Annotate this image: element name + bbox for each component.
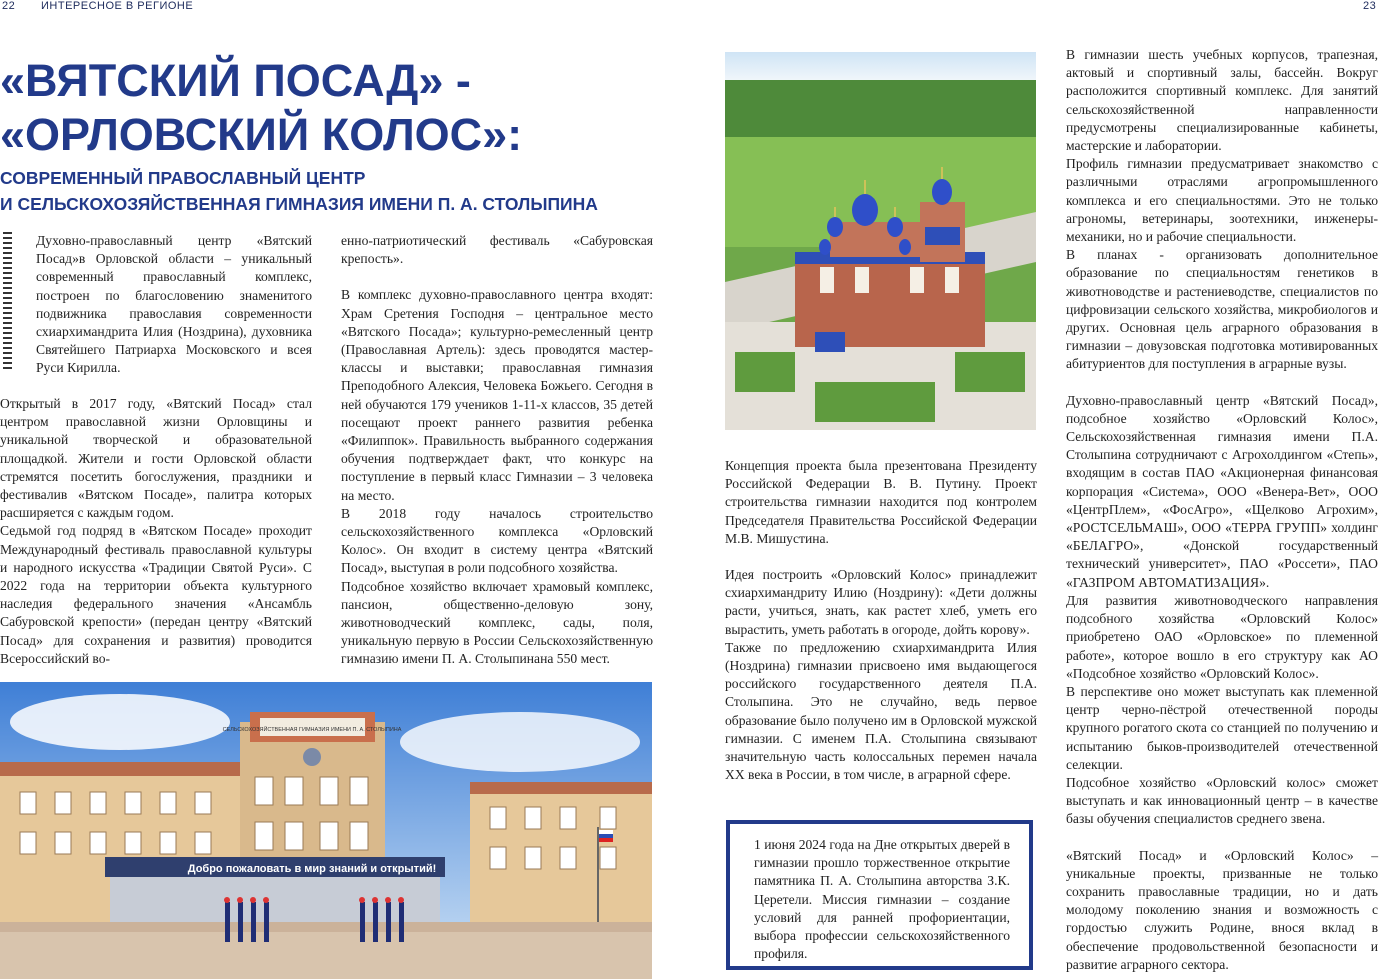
welcome-banner: Добро пожаловать в мир знаний и открытий! xyxy=(187,863,437,875)
col1-paragraph: Открытый в 2017 году, «Вятский Посад» стал центром православной жизни Орловщины и уникальной творческой и образовательной площадкой. Жители и гости Орловской области стремятся посетить богослужения, праздники и фестивалив «Вятском Посаде», палитра которых расширяется с каждым годом. xyxy=(0,396,312,521)
page-subtitle xyxy=(0,165,700,217)
column-1 xyxy=(0,395,312,668)
column-3 xyxy=(725,457,1037,784)
school-photo xyxy=(0,682,652,979)
title-line-2: «ОРЛОВСКИЙ КОЛОС»: xyxy=(0,109,523,160)
col4-paragraph: Подсобное хозяйство «Орловский колос» сможет выступать и как инновационный центр – в качестве базы обучения специалистов среднего звена. xyxy=(1066,774,1378,827)
col4-paragraph: В планах - организовать дополнительное образование по специальностям генетиков в животноводстве и растениеводстве, специалистов по цифровизации сельского хозяйства, микробиологов и других. Основная цель аграрного образования в гимназии – довузовская подготовка мотивированных абитуриентов для поступления в аграрные вузы. xyxy=(1066,247,1378,372)
col4-paragraph: Духовно-православный центр «Вятский Посад», подсобное хозяйство «Орловский Колос», Сельскохозяйственная гимназия имени П.А. Столыпина сотрудничают с Агрохолдингом «Степь», входящим в состав ПАО «Акционерная финансовая корпорация «Система», ООО «Венера-Вет», ООО «ЦентрПлем», «ФосАгро», «Щелково Агрохим», «РОСТСЕЛЬМАШ», ООО «ТЕРРА ГРУПП» холдинг «БЕЛАГРО», «Донской государственный технический университет», ПАО «Россети», ПАО «ГАЗПРОМ АВТОМАТИЗАЦИЯ». xyxy=(1066,392,1378,590)
callout-box xyxy=(726,820,1033,970)
col3-paragraph: Идея построить «Орловский Колос» принадлежит схиархимандриту Илию (Ноздрину): «Дети должны расти, учиться, знать, как растет хлеб, уметь его вырастить, уметь работать в огороде, дойть корову». xyxy=(725,567,1037,637)
decorative-stripes xyxy=(3,232,12,372)
col3-paragraph: Концепция проекта была презентована Президенту Российской Федерации В. В. Путину. Проект строительства гимназии находится под контролем Председателя Правительства Российской Федерации М.В. Мишустина. xyxy=(725,458,1037,546)
col2-paragraph: енно-патриотический фестиваль «Сабуровская крепость». xyxy=(341,233,653,267)
column-2 xyxy=(341,232,653,669)
subtitle-line-1: СОВРЕМЕННЫЙ ПРАВОСЛАВНЫЙ ЦЕНТР xyxy=(0,168,366,188)
page-number-right: 23 xyxy=(1363,0,1377,12)
col4-paragraph: В гимназии шесть учебных корпусов, трапезная, актовый и спортивный залы, бассейн. Вокруг расположится спортивный комплекс. Для занятий сельскохозяйственной направленности предусмотрены специализированные кабинеты, мастерские и лаборатории. xyxy=(1066,47,1378,154)
school-sign-text: СЕЛЬСКОХОЗЯЙСТВЕННАЯ ГИМНАЗИЯ ИМЕНИ П. А. СТОЛЫПИНА xyxy=(222,727,402,733)
section-title: ИНТЕРЕСНОЕ В РЕГИОНЕ xyxy=(41,0,194,12)
column-4 xyxy=(1066,46,1378,974)
col4-paragraph: «Вятский Посад» и «Орловский Колос» – уникальные проекты, призванные не только сохранить православные традиции, но и дать молодому поколению знания и возможность с гордостью служить Родине, внося вклад в обеспечение продовольственной безопасности и развитие аграрного сектора. xyxy=(1066,847,1378,972)
col2-paragraph: Подсобное хозяйство включает храмовый комплекс, пансион, общественно-деловую зону, животноводческий комплекс, сады, поля, уникальную первую в России Сельскохозяйственную гимназию имени П. А. Столыпинана 550 мест. xyxy=(341,578,653,667)
page-title xyxy=(0,54,700,162)
col4-paragraph: В перспективе оно может выступать как племенной центр черно-пёстрой отечественной породы крупного рогатого скота со станцией по получению и испытанию быков-производителей отечественной селекции. xyxy=(1066,683,1378,772)
col2-paragraph: В комплекс духовно-православного центра входят: Храм Сретения Господня – центральное место «Вятского Посада»; культурно-ремесленный центр (Православная Артель): здесь проводятся мастер-классы и выставки; православная гимназия Преподобного Алексия, Человека Божьего. Сегодня в ней обучаются 179 учеников 1-11-х классов, 35 детей посещают проект раннего развития ребенка «Филиппок». Правильность выбранного содержания обучения подтверждает факт, что конкурс на поступление в первый класс Гимназии – 3 человека на место. xyxy=(341,287,653,503)
col2-paragraph: В 2018 году началось строительство сельскохозяйственного комплекса «Орловский Колос». Он входит в систему центра «Вятский Посад», выступая в роли подсобного хозяйства. xyxy=(341,505,653,576)
church-photo xyxy=(725,52,1036,430)
col3-paragraph: Также по предложению схиархимандрита Илия (Ноздрина) гимназии присвоено имя выдающегося российского государственного деятеля П.А. Столыпина. Это не случайно, ведь первое образование было получено им в Орловской мужской гимназии. С именем П.А. Столыпина связывают значительную часть колоссальных перемен начала XX века в России, в том числе, в аграрной сфере. xyxy=(725,639,1037,783)
col4-paragraph: Профиль гимназии предусматривает знакомство с различными отраслями агропромышленного комплекса и его специальностями. Это не только агрономы, ветеринары, зоотехники, инженеры-механики, но и рабочие специальности. xyxy=(1066,156,1378,245)
col1-paragraph: Седьмой год подряд в «Вятском Посаде» проходит Международный фестиваль православной культуры и народного искусства «Традиции Святой Руси». С 2022 года на территории объекта культурного наследия федерального значения «Ансамбль Сабуровской крепости» (передан центру «Вятский Посад» для сохранения и развития) проводится Всероссийский во- xyxy=(0,523,312,666)
col4-paragraph: Для развития животноводческого направления подсобного хозяйства «Орловский Колос» приобретено ОАО «Орловское» по племенной работе», которое вошло в его структуру как АО «Подсобное хозяйство «Орловский Колос». xyxy=(1066,592,1378,681)
subtitle-line-2: И СЕЛЬСКОХОЗЯЙСТВЕННАЯ ГИМНАЗИЯ ИМЕНИ П. А. СТОЛЫПИНА xyxy=(0,194,598,214)
page-number-left: 22 xyxy=(2,0,16,12)
title-line-1: «ВЯТСКИЙ ПОСАД» - xyxy=(0,55,471,106)
callout-text: 1 июня 2024 года на Дне открытых дверей в гимназии прошло торжественное открытие памятника П. А. Столыпина авторства З.К. Церетели. Миссия гимназии – создание условий для ранней профориентации, выбора профессии сельскохозяйственного профиля. xyxy=(754,837,1010,962)
lead-paragraph: Духовно-православный центр «Вятский Посад»в Орловской области – уникальный современный православный комплекс, построен по благословению знаменитого подвижника православия современности схиархимандрита Илия (Ноздрина), духовника Святейшего Патриарха Московского и всея Руси Кирилла. xyxy=(36,233,312,376)
